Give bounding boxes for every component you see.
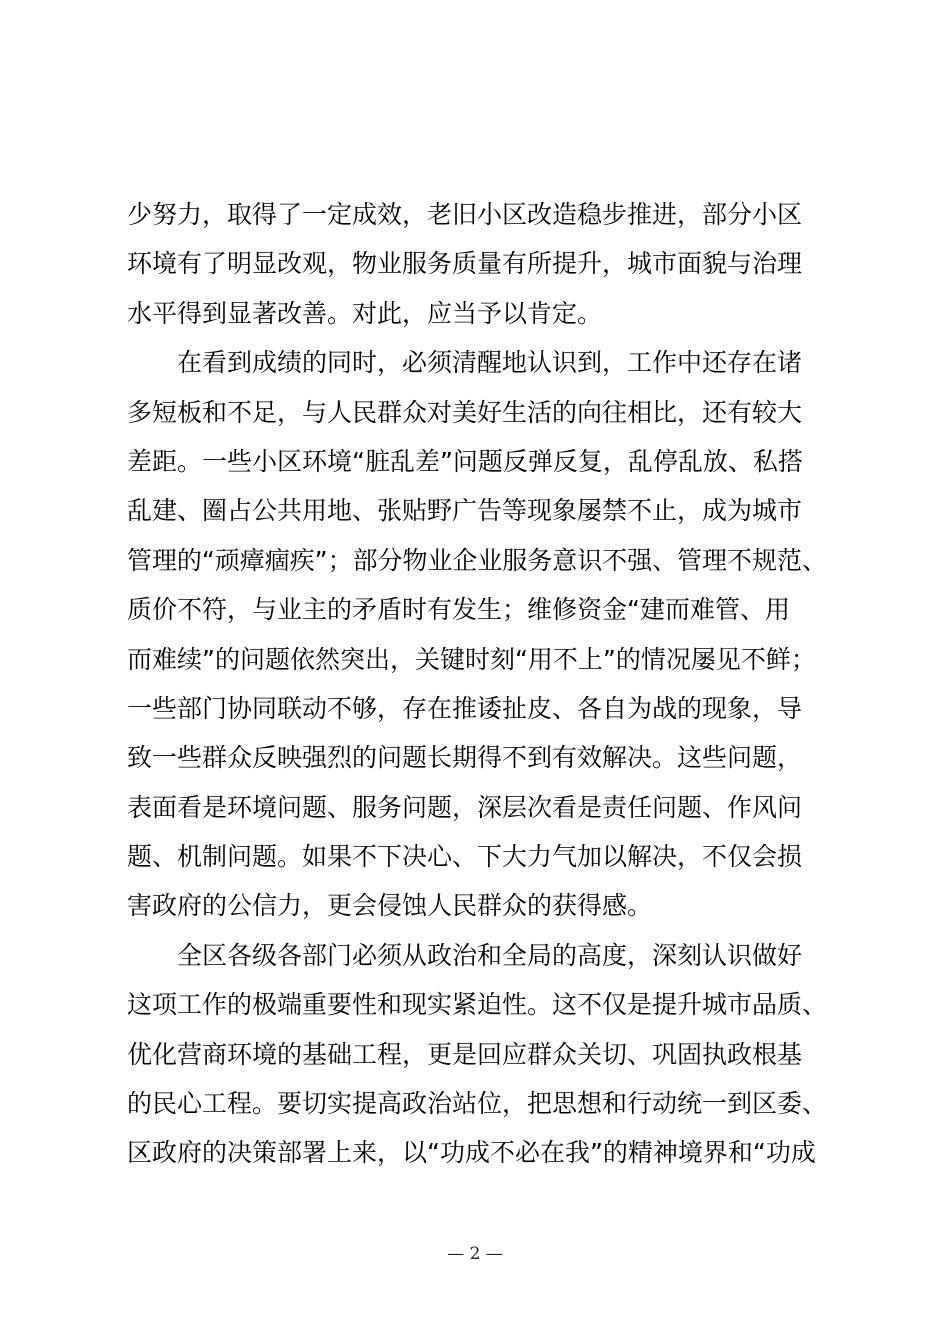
- page-number: — 2 —: [447, 1244, 503, 1264]
- body-text: [127, 190, 827, 1178]
- text-line: 害政府的公信力，更会侵蚀人民群众的获得感。: [127, 891, 653, 921]
- text-line: 在看到成绩的同时，必须清醒地认识到，工作中还存在诸: [127, 348, 803, 378]
- text-line: 多短板和不足，与人民群众对美好生活的向往相比，还有较大: [127, 397, 803, 427]
- text-line: 的民心工程。要切实提高政治站位，把思想和行动统一到区委、: [127, 1089, 828, 1119]
- text-line: 表面看是环境问题、服务问题，深层次看是责任问题、作风问: [127, 792, 803, 822]
- text-line: 少努力，取得了一定成效，老旧小区改造稳步推进，部分小区: [127, 200, 803, 229]
- text-line: 质价不符，与业主的矛盾时有发生；维修资金“建而难管、用: [127, 595, 790, 625]
- text-line: 一些部门协同联动不够，存在推诿扯皮、各自为战的现象，导: [127, 693, 803, 723]
- text-line: 优化营商环境的基础工程，更是回应群众关切、巩固执政根基: [127, 1039, 803, 1069]
- text-line: 乱建、圈占公共用地、张贴野广告等现象屡禁不止，成为城市: [127, 496, 803, 526]
- text-line: 题、机制问题。如果不下决心、下大力气加以解决，不仅会损: [127, 842, 803, 872]
- text-line: 区政府的决策部署上来，以“功成不必在我”的精神境界和“功成: [127, 1138, 816, 1168]
- text-line: 管理的“顽瘴痼疾”；部分物业企业服务意识不强、管理不规范、: [127, 545, 827, 575]
- text-line: 而难续”的问题依然突出，关键时刻“用不上”的情况屡见不鲜；: [127, 644, 816, 674]
- text-line: 全区各级各部门必须从政治和全局的高度，深刻认识做好: [127, 940, 803, 970]
- text-line: 水平得到显著改善。对此，应当予以肯定。: [127, 298, 603, 328]
- text-line: 致一些群众反映强烈的问题长期得不到有效解决。这些问题，: [127, 743, 803, 773]
- text-line: 环境有了明显改观，物业服务质量有所提升，城市面貌与治理: [127, 249, 803, 279]
- text-line: 差距。一些小区环境“脏乱差”问题反弹反复，乱停乱放、私搭: [127, 446, 803, 476]
- text-line: 这项工作的极端重要性和现实紧迫性。这不仅是提升城市品质、: [127, 990, 828, 1020]
